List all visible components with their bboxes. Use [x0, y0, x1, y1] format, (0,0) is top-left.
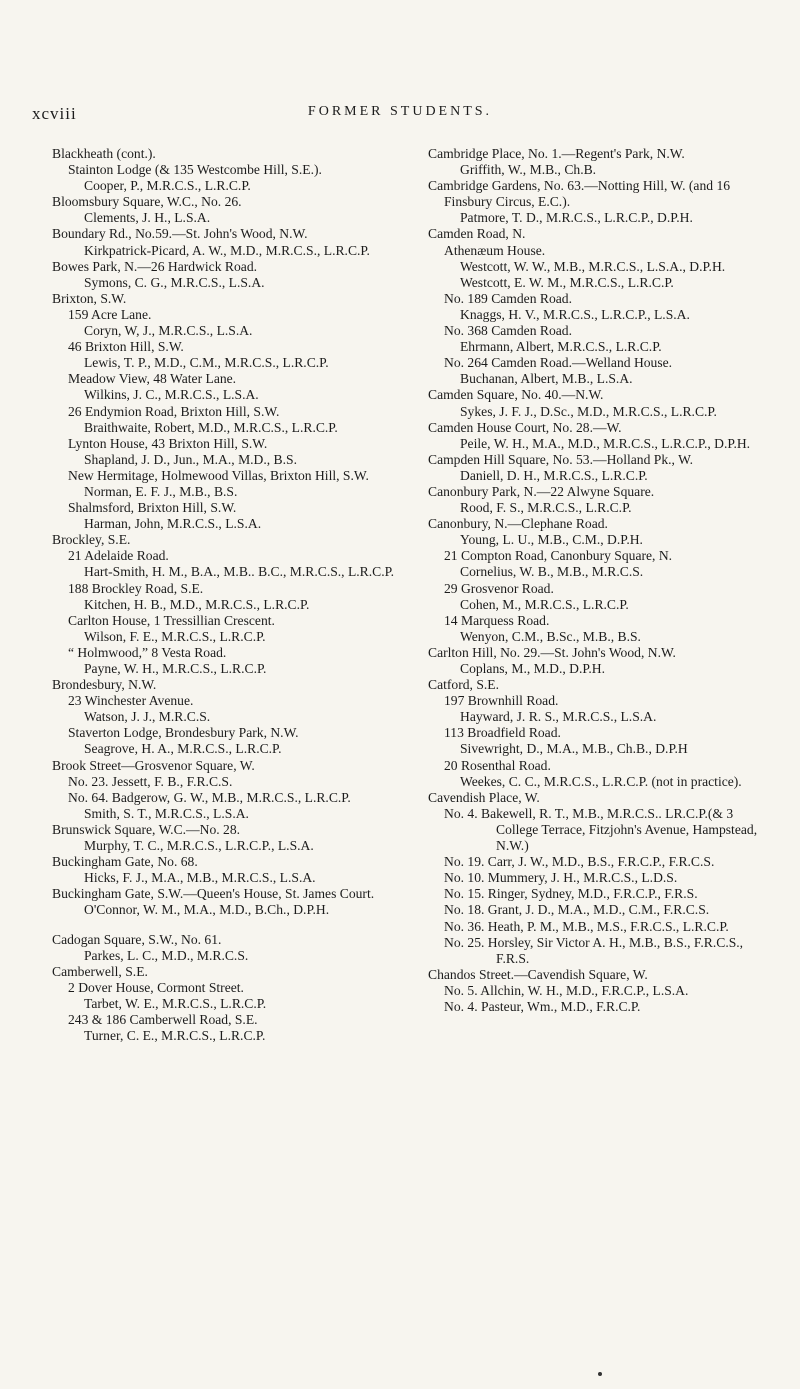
location-heading: Carlton Hill, No. 29.—St. John's Wood, N.W.	[428, 644, 676, 660]
location-heading: Canonbury, N.—Clephane Road.	[428, 516, 608, 532]
location-heading: Camden Square, No. 40.—N.W.	[428, 387, 604, 403]
location-heading: Chandos Street.—Cavendish Square, W.	[428, 966, 648, 982]
address-entry: 243 & 186 Camberwell Road, S.E.	[68, 1011, 258, 1027]
person-entry: Patmore, T. D., M.R.C.S., L.R.C.P., D.P.H.	[460, 210, 693, 226]
person-entry: Rood, F. S., M.R.C.S., L.R.C.P.	[460, 500, 632, 516]
address-entry: Lynton House, 43 Brixton Hill, S.W.	[68, 435, 268, 451]
person-entry: Shapland, J. D., Jun., M.A., M.D., B.S.	[84, 451, 297, 467]
location-heading: Catford, S.E.	[428, 677, 499, 693]
person-entry: Smith, S. T., M.R.C.S., L.S.A.	[84, 805, 249, 821]
person-entry: Watson, J. J., M.R.C.S.	[84, 709, 211, 725]
address-entry: “ Holmwood,” 8 Vesta Road.	[68, 644, 227, 660]
address-entry: No. 4. Pasteur, Wm., M.D., F.R.C.P.	[444, 998, 641, 1014]
location-heading: Camberwell, S.E.	[52, 963, 148, 979]
person-entry: Young, L. U., M.B., C.M., D.P.H.	[460, 532, 643, 548]
person-entry: Peile, W. H., M.A., M.D., M.R.C.S., L.R.C.P., D.P.H.	[460, 435, 751, 451]
location-heading: Cadogan Square, S.W., No. 61.	[52, 931, 222, 947]
person-entry: Harman, John, M.R.C.S., L.S.A.	[84, 516, 262, 532]
address-entry: 2 Dover House, Cormont Street.	[68, 979, 244, 995]
address-entry: Shalmsford, Brixton Hill, S.W.	[68, 500, 237, 516]
address-entry: 21 Adelaide Road.	[68, 548, 169, 564]
location-heading: Bowes Park, N.—26 Hardwick Road.	[52, 258, 258, 274]
address-entry: No. 25. Horsley, Sir Victor A. H., M.B., B.S., F.R.C.S., F.R.S.	[444, 934, 744, 966]
person-entry: Turner, C. E., M.R.C.S., L.R.C.P.	[84, 1028, 266, 1044]
person-entry: Westcott, W. W., M.B., M.R.C.S., L.S.A., D.P.H.	[460, 258, 726, 274]
location-heading: Camden Road, N.	[428, 226, 526, 242]
person-entry: Westcott, E. W. M., M.R.C.S., L.R.C.P.	[460, 274, 674, 290]
person-entry: Parkes, L. C., M.D., M.R.C.S.	[84, 947, 249, 963]
location-heading: Blackheath (cont.).	[52, 146, 156, 161]
location-heading: Cavendish Place, W.	[428, 789, 540, 805]
address-entry: New Hermitage, Holmewood Villas, Brixton Hill, S.W.	[68, 467, 369, 483]
person-entry: Braithwaite, Robert, M.D., M.R.C.S., L.R.C.P.	[84, 419, 338, 435]
location-heading: Brixton, S.W.	[52, 290, 127, 306]
person-entry: Norman, E. F. J., M.B., B.S.	[84, 483, 238, 499]
person-entry: Buchanan, Albert, M.B., L.S.A.	[460, 371, 633, 387]
person-entry: Daniell, D. H., M.R.C.S., L.R.C.P.	[460, 467, 648, 483]
location-heading: Brondesbury, N.W.	[52, 677, 157, 693]
person-entry: Ehrmann, Albert, M.R.C.S., L.R.C.P.	[460, 339, 662, 355]
location-heading: Camden House Court, No. 28.—W.	[428, 419, 622, 435]
location-heading: Canonbury Park, N.—22 Alwyne Square.	[428, 483, 655, 499]
address-entry: No. 4. Bakewell, R. T., M.B., M.R.C.S.. LR.C.P.(& 3 College Terrace, Fitzjohn's Avenue, Hampstead, N.W.)	[444, 805, 758, 854]
location-heading: Brockley, S.E.	[52, 532, 131, 548]
address-entry: No. 10. Mummery, J. H., M.R.C.S., L.D.S.	[444, 870, 678, 886]
person-entry: Wilkins, J. C., M.R.C.S., L.S.A.	[84, 387, 259, 403]
right-column	[428, 146, 776, 1015]
address-entry: No. 19. Carr, J. W., M.D., B.S., F.R.C.P., F.R.C.S.	[444, 854, 715, 870]
person-entry: Sivewright, D., M.A., M.B., Ch.B., D.P.H	[460, 741, 688, 757]
location-heading: Boundary Rd., No.59.—St. John's Wood, N.W.	[52, 226, 308, 242]
address-entry: Athenæum House.	[444, 242, 546, 258]
address-entry: 29 Grosvenor Road.	[444, 580, 554, 596]
address-entry: 23 Winchester Avenue.	[68, 693, 194, 709]
address-entry: No. 15. Ringer, Sydney, M.D., F.R.C.P., F.R.S.	[444, 886, 698, 902]
address-entry: Staverton Lodge, Brondesbury Park, N.W.	[68, 725, 299, 741]
page-header	[0, 104, 800, 128]
address-entry: 20 Rosenthal Road.	[444, 757, 551, 773]
address-entry: Carlton House, 1 Tressillian Crescent.	[68, 612, 275, 628]
person-entry: Wilson, F. E., M.R.C.S., L.R.C.P.	[84, 628, 266, 644]
address-entry: 188 Brockley Road, S.E.	[68, 580, 204, 596]
location-heading: Buckingham Gate, S.W.—Queen's House, St. James Court.	[52, 886, 375, 902]
person-entry: Kirkpatrick-Picard, A. W., M.D., M.R.C.S., L.R.C.P.	[84, 242, 370, 258]
address-entry: No. 189 Camden Road.	[444, 290, 572, 306]
person-entry: Wenyon, C.M., B.Sc., M.B., B.S.	[460, 628, 641, 644]
address-entry: 46 Brixton Hill, S.W.	[68, 339, 184, 355]
location-heading: Cambridge Place, No. 1.—Regent's Park, N.W.	[428, 146, 685, 161]
running-head: FORMER STUDENTS.	[307, 104, 493, 119]
address-entry: No. 264 Camden Road.—Welland House.	[444, 355, 673, 371]
address-entry: No. 36. Heath, P. M., M.B., M.S., F.R.C.S., L.R.C.P.	[444, 918, 729, 934]
location-heading: Cambridge Gardens, No. 63.—Notting Hill, W. (and 16 Finsbury Circus, E.C.).	[428, 178, 731, 210]
address-entry: No. 5. Allchin, W. H., M.D., F.R.C.P., L.S.A.	[444, 982, 689, 998]
person-entry: Cornelius, W. B., M.B., M.R.C.S.	[460, 564, 644, 580]
left-column	[52, 146, 400, 1044]
address-entry: No. 368 Camden Road.	[444, 323, 572, 339]
person-entry: Hicks, F. J., M.A., M.B., M.R.C.S., L.S.A.	[84, 870, 316, 886]
person-entry: O'Connor, W. M., M.A., M.D., B.Ch., D.P.H.	[84, 902, 330, 918]
person-entry: Tarbet, W. E., M.R.C.S., L.R.C.P.	[84, 995, 267, 1011]
person-entry: Symons, C. G., M.R.C.S., L.S.A.	[84, 274, 265, 290]
person-entry: Sykes, J. F. J., D.Sc., M.D., M.R.C.S., L.R.C.P.	[460, 403, 717, 419]
person-entry: Hayward, J. R. S., M.R.C.S., L.S.A.	[460, 709, 657, 725]
person-entry: Griffith, W., M.B., Ch.B.	[460, 162, 597, 178]
address-entry: 113 Broadfield Road.	[444, 725, 561, 741]
person-entry: Lewis, T. P., M.D., C.M., M.R.C.S., L.R.C.P.	[84, 355, 329, 371]
address-entry: 159 Acre Lane.	[68, 306, 152, 322]
address-entry: No. 18. Grant, J. D., M.A., M.D., C.M., F.R.C.S.	[444, 902, 710, 918]
address-entry: 197 Brownhill Road.	[444, 693, 559, 709]
person-entry: Seagrove, H. A., M.R.C.S., L.R.C.P.	[84, 741, 282, 757]
address-entry: 26 Endymion Road, Brixton Hill, S.W.	[68, 403, 280, 419]
location-heading: Brunswick Square, W.C.—No. 28.	[52, 821, 241, 837]
address-entry: Stainton Lodge (& 135 Westcombe Hill, S.E.).	[68, 162, 322, 178]
address-entry: Meadow View, 48 Water Lane.	[68, 371, 237, 387]
address-entry: 14 Marquess Road.	[444, 612, 550, 628]
person-entry: Murphy, T. C., M.R.C.S., L.R.C.P., L.S.A.	[84, 838, 314, 854]
address-entry: No. 23. Jessett, F. B., F.R.C.S.	[68, 773, 233, 789]
print-mark	[598, 1372, 602, 1376]
person-entry: Cohen, M., M.R.C.S., L.R.C.P.	[460, 596, 629, 612]
person-entry: Knaggs, H. V., M.R.C.S., L.R.C.P., L.S.A.	[460, 306, 690, 322]
person-entry: Cooper, P., M.R.C.S., L.R.C.P.	[84, 178, 251, 194]
person-entry: Weekes, C. C., M.R.C.S., L.R.C.P. (not in practice).	[460, 773, 742, 789]
page-number: xcviii	[32, 104, 77, 123]
person-entry: Kitchen, H. B., M.D., M.R.C.S., L.R.C.P.	[84, 596, 310, 612]
location-heading: Buckingham Gate, No. 68.	[52, 854, 198, 870]
person-entry: Coplans, M., M.D., D.P.H.	[460, 661, 606, 676]
person-entry: Hart-Smith, H. M., B.A., M.B.. B.C., M.R.C.S., L.R.C.P.	[84, 564, 395, 580]
person-entry: Clements, J. H., L.S.A.	[84, 210, 211, 226]
person-entry: Payne, W. H., M.R.C.S., L.R.C.P.	[84, 661, 267, 676]
location-heading: Campden Hill Square, No. 53.—Holland Pk., W.	[428, 451, 694, 467]
address-entry: No. 64. Badgerow, G. W., M.B., M.R.C.S., L.R.C.P.	[68, 789, 351, 805]
address-entry: 21 Compton Road, Canonbury Square, N.	[444, 548, 673, 564]
location-heading: Bloomsbury Square, W.C., No. 26.	[52, 194, 242, 210]
person-entry: Coryn, W, J., M.R.C.S., L.S.A.	[84, 323, 253, 339]
location-heading: Brook Street—Grosvenor Square, W.	[52, 757, 255, 773]
